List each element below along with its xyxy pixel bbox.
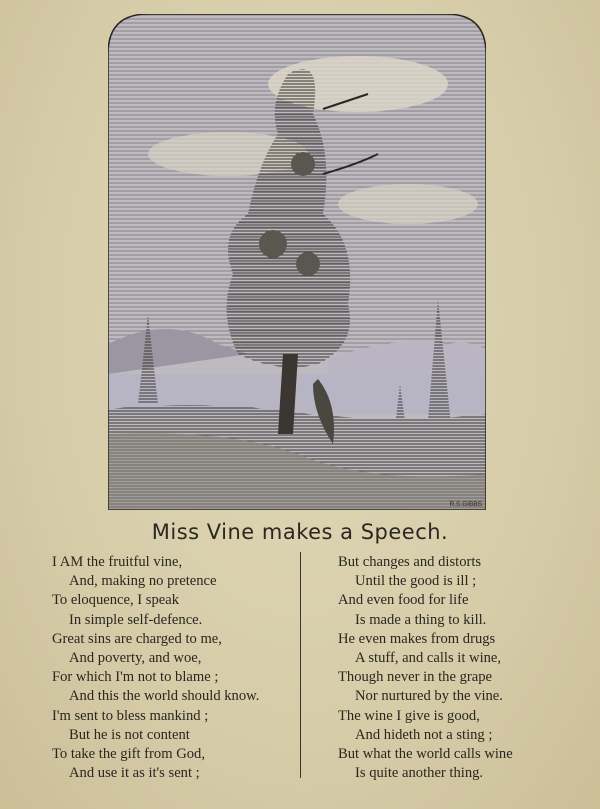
poem-line: To eloquence, I speak [52, 592, 180, 609]
poem-title: Miss Vine makes a Speech. [151, 520, 449, 544]
poem-line: And poverty, and woe, [69, 650, 202, 667]
poem-line: And hideth not a sting ; [355, 726, 493, 743]
poem-line: To take the gift from God, [52, 746, 205, 763]
poem-right-column [338, 553, 583, 783]
poem-line: For which I'm not to blame ; [52, 669, 219, 686]
poem-line: And even food for life [338, 592, 469, 609]
poem-line: Is made a thing to kill. [355, 611, 487, 628]
poem-left-column [52, 553, 297, 783]
poem-line: But he is not content [69, 726, 190, 743]
poem-line: Though never in the grape [338, 669, 492, 686]
poem-line: But changes and distorts [338, 554, 482, 570]
vine-engraving-illustration [108, 14, 486, 510]
poem-line: Great sins are charged to me, [52, 630, 222, 647]
poem-line: A stuff, and calls it wine, [355, 650, 502, 667]
poem-line: Until the good is ill ; [355, 573, 477, 590]
poem-line: I AM the fruitful vine, [52, 554, 183, 570]
poem-line: But what the world calls wine [338, 746, 513, 763]
poem-line: He even makes from drugs [338, 630, 496, 647]
poem-line: And use it as it's sent ; [69, 765, 200, 782]
engraver-signature: R.S.GIBBS [449, 501, 482, 508]
poem-line: Nor nurtured by the vine. [355, 688, 503, 705]
poem-line: Is quite another thing. [355, 765, 484, 782]
poem-line: The wine I give is good, [338, 707, 480, 724]
poem-line: In simple self-defence. [69, 611, 203, 628]
poem-line: And this the world should know. [69, 688, 260, 705]
poem-line: I'm sent to bless mankind ; [52, 707, 209, 724]
poem-line: And, making no pretence [69, 573, 217, 590]
column-divider [300, 552, 301, 778]
